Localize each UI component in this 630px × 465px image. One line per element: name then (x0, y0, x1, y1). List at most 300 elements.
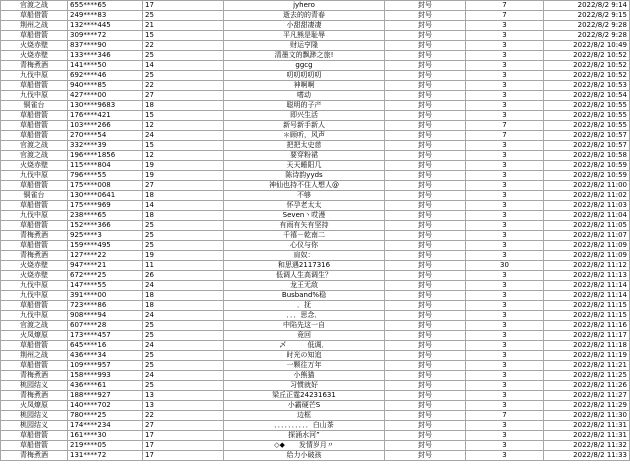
cell-account[interactable]: 132****445 (68, 21, 143, 31)
cell-account[interactable]: 130****0641 (68, 191, 143, 201)
cell-level[interactable]: 15 (143, 111, 224, 121)
cell-level[interactable]: 25 (143, 71, 224, 81)
cell-account[interactable]: 391****00 (68, 291, 143, 301)
cell-level[interactable]: 27 (143, 181, 224, 191)
cell-nickname[interactable]: 逝去的的青春 (224, 11, 385, 21)
cell-server[interactable]: 铜雀台 (1, 101, 68, 111)
cell-days[interactable]: 7 (466, 131, 544, 141)
cell-account[interactable]: 147****55 (68, 281, 143, 291)
cell-days[interactable]: 3 (466, 181, 544, 191)
cell-timestamp[interactable]: 2022/8/2 11:29 (544, 401, 630, 411)
cell-timestamp[interactable]: 2022/8/2 9:28 (544, 31, 630, 41)
table-row[interactable] (1, 291, 630, 301)
cell-server[interactable]: 草船借箭 (1, 81, 68, 91)
cell-account[interactable]: 127****22 (68, 251, 143, 261)
cell-server[interactable]: 火烧赤壁 (1, 41, 68, 51)
cell-action[interactable]: 封号 (385, 261, 466, 271)
cell-action[interactable]: 封号 (385, 281, 466, 291)
cell-level[interactable]: 25 (143, 241, 224, 251)
cell-account[interactable]: 655****65 (68, 1, 143, 11)
table-row[interactable] (1, 141, 630, 151)
cell-days[interactable]: 7 (466, 121, 544, 131)
cell-days[interactable]: 3 (466, 101, 544, 111)
cell-days[interactable]: 3 (466, 41, 544, 51)
cell-timestamp[interactable]: 2022/8/2 11:27 (544, 391, 630, 401)
table-row[interactable] (1, 281, 630, 291)
cell-account[interactable]: 925****3 (68, 231, 143, 241)
cell-server[interactable]: 官渡之战 (1, 1, 68, 11)
cell-action[interactable]: 封号 (385, 231, 466, 241)
cell-server[interactable]: 火凤燎原 (1, 331, 68, 341)
cell-action[interactable]: 封号 (385, 391, 466, 401)
cell-level[interactable]: 26 (143, 271, 224, 281)
cell-action[interactable]: 封号 (385, 131, 466, 141)
cell-account[interactable]: 188****927 (68, 391, 143, 401)
cell-server[interactable]: 青梅煮酒 (1, 391, 68, 401)
cell-account[interactable]: 645****16 (68, 341, 143, 351)
cell-days[interactable]: 3 (466, 391, 544, 401)
cell-action[interactable]: 封号 (385, 11, 466, 21)
cell-timestamp[interactable]: 2022/8/2 11:15 (544, 301, 630, 311)
cell-level[interactable]: 18 (143, 291, 224, 301)
cell-days[interactable]: 3 (466, 201, 544, 211)
table-row[interactable] (1, 161, 630, 171)
cell-action[interactable]: 封号 (385, 241, 466, 251)
cell-level[interactable]: 15 (143, 141, 224, 151)
cell-nickname[interactable]: 边框 (224, 411, 385, 421)
cell-server[interactable]: 草船借箭 (1, 241, 68, 251)
cell-server[interactable]: 草船借箭 (1, 361, 68, 371)
cell-level[interactable]: 18 (143, 101, 224, 111)
cell-action[interactable]: 封号 (385, 421, 466, 431)
cell-days[interactable]: 3 (466, 81, 544, 91)
cell-days[interactable]: 3 (466, 241, 544, 251)
cell-account[interactable]: 152****366 (68, 221, 143, 231)
cell-level[interactable]: 13 (143, 391, 224, 401)
table-row[interactable] (1, 311, 630, 321)
cell-nickname[interactable]: 乄 低调． (224, 341, 385, 351)
table-row[interactable] (1, 241, 630, 251)
cell-account[interactable]: 332****39 (68, 141, 143, 151)
cell-timestamp[interactable]: 2022/8/2 11:25 (544, 371, 630, 381)
cell-action[interactable]: 封号 (385, 431, 466, 441)
cell-account[interactable]: 940****85 (68, 81, 143, 91)
cell-days[interactable]: 3 (466, 151, 544, 161)
cell-server[interactable]: 官渡之战 (1, 321, 68, 331)
cell-account[interactable]: 723****86 (68, 301, 143, 311)
cell-timestamp[interactable]: 2022/8/2 10:52 (544, 71, 630, 81)
cell-action[interactable]: 封号 (385, 371, 466, 381)
cell-level[interactable]: 17 (143, 431, 224, 441)
table-row[interactable] (1, 411, 630, 421)
cell-timestamp[interactable]: 2022/8/2 11:09 (544, 241, 630, 251)
cell-timestamp[interactable]: 2022/8/2 10:59 (544, 161, 630, 171)
cell-action[interactable]: 封号 (385, 251, 466, 261)
table-row[interactable] (1, 321, 630, 331)
cell-account[interactable]: 238****65 (68, 211, 143, 221)
table-row[interactable] (1, 191, 630, 201)
cell-timestamp[interactable]: 2022/8/2 11:32 (544, 441, 630, 451)
cell-account[interactable]: 947****21 (68, 261, 143, 271)
table-row[interactable] (1, 101, 630, 111)
cell-action[interactable]: 封号 (385, 401, 466, 411)
cell-action[interactable]: 封号 (385, 81, 466, 91)
cell-account[interactable]: 141****50 (68, 61, 143, 71)
cell-level[interactable]: 19 (143, 251, 224, 261)
cell-nickname[interactable]: 一颗往万年 (224, 361, 385, 371)
cell-nickname[interactable]: 神啊啊 (224, 81, 385, 91)
cell-action[interactable]: 封号 (385, 161, 466, 171)
cell-server[interactable]: 官渡之战 (1, 151, 68, 161)
cell-days[interactable]: 3 (466, 191, 544, 201)
table-row[interactable] (1, 221, 630, 231)
cell-level[interactable]: 27 (143, 421, 224, 431)
cell-days[interactable]: 3 (466, 331, 544, 341)
cell-account[interactable]: 249****83 (68, 11, 143, 21)
cell-action[interactable]: 封号 (385, 301, 466, 311)
cell-nickname[interactable]: 低调人生高调生？ (224, 271, 385, 281)
cell-level[interactable]: 15 (143, 31, 224, 41)
table-row[interactable] (1, 91, 630, 101)
cell-timestamp[interactable]: 2022/8/2 11:04 (544, 211, 630, 221)
cell-server[interactable]: 官渡之战 (1, 141, 68, 151)
cell-action[interactable]: 封号 (385, 451, 466, 461)
cell-server[interactable]: 青梅煮酒 (1, 371, 68, 381)
table-row[interactable] (1, 111, 630, 121)
cell-nickname[interactable]: 天天睡阳几 (224, 161, 385, 171)
cell-days[interactable]: 3 (466, 401, 544, 411)
cell-level[interactable]: 22 (143, 81, 224, 91)
cell-level[interactable]: 25 (143, 381, 224, 391)
cell-action[interactable]: 封号 (385, 151, 466, 161)
cell-nickname[interactable]: 叨叨叨叨叨 (224, 71, 385, 81)
cell-level[interactable]: 25 (143, 231, 224, 241)
cell-server[interactable]: 荆州之战 (1, 351, 68, 361)
cell-nickname[interactable]: 即兴生活 (224, 111, 385, 121)
table-row[interactable] (1, 271, 630, 281)
cell-level[interactable]: 19 (143, 171, 224, 181)
cell-level[interactable]: 24 (143, 371, 224, 381)
cell-account[interactable]: 161****30 (68, 431, 143, 441)
cell-server[interactable]: 草船借箭 (1, 301, 68, 311)
cell-timestamp[interactable]: 2022/8/2 11:21 (544, 361, 630, 371)
cell-account[interactable]: 908****94 (68, 311, 143, 321)
cell-nickname[interactable]: 聪明的子产 (224, 101, 385, 111)
cell-nickname[interactable]: 竟回 (224, 331, 385, 341)
table-row[interactable] (1, 31, 630, 41)
cell-account[interactable]: 219****05 (68, 441, 143, 451)
cell-nickname[interactable]: 怀孕老太太 (224, 201, 385, 211)
cell-level[interactable]: 24 (143, 131, 224, 141)
table-row[interactable] (1, 41, 630, 51)
cell-nickname[interactable]: 不够 (224, 191, 385, 201)
cell-server[interactable]: 草船借箭 (1, 181, 68, 191)
cell-level[interactable]: 25 (143, 351, 224, 361)
cell-timestamp[interactable]: 2022/8/2 10:54 (544, 91, 630, 101)
cell-level[interactable]: 18 (143, 211, 224, 221)
cell-nickname[interactable]: 财运亨隆 (224, 41, 385, 51)
cell-days[interactable]: 3 (466, 351, 544, 361)
cell-timestamp[interactable]: 2022/8/2 9:15 (544, 11, 630, 21)
cell-days[interactable]: 3 (466, 61, 544, 71)
cell-server[interactable]: 草船借箭 (1, 201, 68, 211)
cell-nickname[interactable]: 肩奴： (224, 251, 385, 261)
cell-server[interactable]: 桃园结义 (1, 411, 68, 421)
cell-account[interactable]: 309****72 (68, 31, 143, 41)
cell-level[interactable]: 22 (143, 41, 224, 51)
cell-timestamp[interactable]: 2022/8/2 11:12 (544, 261, 630, 271)
cell-timestamp[interactable]: 2022/8/2 11:00 (544, 181, 630, 191)
cell-days[interactable]: 3 (466, 111, 544, 121)
cell-nickname[interactable]: 平凡熊是耻辱 (224, 31, 385, 41)
cell-nickname[interactable]: 时光の知追 (224, 351, 385, 361)
cell-account[interactable]: 130****9683 (68, 101, 143, 111)
table-row[interactable] (1, 391, 630, 401)
cell-server[interactable]: 草船借箭 (1, 121, 68, 131)
cell-server[interactable]: 草船借箭 (1, 341, 68, 351)
cell-level[interactable]: 24 (143, 311, 224, 321)
cell-action[interactable]: 封号 (385, 71, 466, 81)
cell-days[interactable]: 3 (466, 321, 544, 331)
cell-level[interactable]: 25 (143, 11, 224, 21)
cell-action[interactable]: 封号 (385, 271, 466, 281)
cell-action[interactable]: 封号 (385, 441, 466, 451)
cell-server[interactable]: 火凤燎原 (1, 401, 68, 411)
cell-timestamp[interactable]: 2022/8/2 11:30 (544, 411, 630, 421)
cell-server[interactable]: 九伐中原 (1, 281, 68, 291)
cell-action[interactable]: 封号 (385, 311, 466, 321)
cell-server[interactable]: 草船借箭 (1, 431, 68, 441)
cell-level[interactable]: 18 (143, 191, 224, 201)
cell-server[interactable]: 九伐中原 (1, 211, 68, 221)
cell-action[interactable]: 封号 (385, 101, 466, 111)
table-row[interactable] (1, 381, 630, 391)
cell-timestamp[interactable]: 2022/8/2 11:16 (544, 321, 630, 331)
table-row[interactable] (1, 451, 630, 461)
cell-server[interactable]: 火烧赤壁 (1, 271, 68, 281)
cell-account[interactable]: 131****72 (68, 451, 143, 461)
cell-days[interactable]: 3 (466, 291, 544, 301)
cell-account[interactable]: 436****34 (68, 351, 143, 361)
cell-server[interactable]: 火烧赤壁 (1, 261, 68, 271)
cell-level[interactable]: 17 (143, 1, 224, 11)
cell-level[interactable]: 25 (143, 51, 224, 61)
table-row[interactable] (1, 61, 630, 71)
cell-level[interactable]: 25 (143, 331, 224, 341)
cell-account[interactable]: 103****266 (68, 121, 143, 131)
cell-action[interactable]: 封号 (385, 141, 466, 151)
cell-timestamp[interactable]: 2022/8/2 11:09 (544, 251, 630, 261)
cell-action[interactable]: 封号 (385, 411, 466, 421)
cell-level[interactable]: 12 (143, 151, 224, 161)
cell-days[interactable]: 7 (466, 11, 544, 21)
cell-action[interactable]: 封号 (385, 361, 466, 371)
cell-days[interactable]: 3 (466, 51, 544, 61)
cell-level[interactable]: 12 (143, 121, 224, 131)
table-row[interactable] (1, 231, 630, 241)
table-row[interactable] (1, 361, 630, 371)
cell-account[interactable]: 159****495 (68, 241, 143, 251)
cell-account[interactable]: 270****54 (68, 131, 143, 141)
cell-account[interactable]: 133****346 (68, 51, 143, 61)
cell-level[interactable]: 14 (143, 61, 224, 71)
cell-nickname[interactable]: ．抚 (224, 301, 385, 311)
cell-server[interactable]: 草船借箭 (1, 131, 68, 141)
cell-days[interactable]: 3 (466, 311, 544, 321)
cell-days[interactable]: 3 (466, 171, 544, 181)
cell-timestamp[interactable]: 2022/8/2 11:14 (544, 291, 630, 301)
cell-nickname[interactable]: 陈诗韵yyds (224, 171, 385, 181)
cell-timestamp[interactable]: 2022/8/2 10:58 (544, 151, 630, 161)
cell-nickname[interactable]: ◇◆ 发情岁月〃 (224, 441, 385, 451)
cell-timestamp[interactable]: 2022/8/2 11:13 (544, 271, 630, 281)
cell-days[interactable]: 3 (466, 421, 544, 431)
cell-timestamp[interactable]: 2022/8/2 10:55 (544, 111, 630, 121)
cell-days[interactable]: 3 (466, 281, 544, 291)
cell-days[interactable]: 3 (466, 141, 544, 151)
cell-days[interactable]: 3 (466, 251, 544, 261)
cell-action[interactable]: 封号 (385, 381, 466, 391)
cell-server[interactable]: 火烧赤壁 (1, 51, 68, 61)
cell-server[interactable]: 草船借箭 (1, 441, 68, 451)
cell-account[interactable]: 173****457 (68, 331, 143, 341)
cell-timestamp[interactable]: 2022/8/2 9:14 (544, 1, 630, 11)
cell-account[interactable]: 175****008 (68, 181, 143, 191)
cell-account[interactable]: 175****969 (68, 201, 143, 211)
cell-account[interactable]: 176****421 (68, 111, 143, 121)
cell-level[interactable]: 24 (143, 341, 224, 351)
cell-action[interactable]: 封号 (385, 171, 466, 181)
cell-timestamp[interactable]: 2022/8/2 10:55 (544, 121, 630, 131)
table-row[interactable] (1, 71, 630, 81)
cell-days[interactable]: 7 (466, 411, 544, 421)
cell-days[interactable]: 3 (466, 271, 544, 281)
cell-nickname[interactable]: ＊顾听，风声 (224, 131, 385, 141)
cell-action[interactable]: 封号 (385, 21, 466, 31)
cell-action[interactable]: 封号 (385, 351, 466, 361)
table-row[interactable] (1, 11, 630, 21)
cell-level[interactable]: 18 (143, 301, 224, 311)
table-row[interactable] (1, 331, 630, 341)
cell-server[interactable]: 青梅煮酒 (1, 231, 68, 241)
cell-timestamp[interactable]: 2022/8/2 11:19 (544, 351, 630, 361)
cell-account[interactable]: 837****90 (68, 41, 143, 51)
cell-timestamp[interactable]: 2022/8/2 10:57 (544, 131, 630, 141)
cell-timestamp[interactable]: 2022/8/2 10:49 (544, 41, 630, 51)
cell-days[interactable]: 3 (466, 161, 544, 171)
cell-timestamp[interactable]: 2022/8/2 10:55 (544, 101, 630, 111)
cell-timestamp[interactable]: 2022/8/2 11:07 (544, 231, 630, 241)
cell-server[interactable]: 青梅煮酒 (1, 451, 68, 461)
cell-timestamp[interactable]: 2022/8/2 11:14 (544, 281, 630, 291)
cell-days[interactable]: 3 (466, 211, 544, 221)
cell-nickname[interactable]: 小甜甜凄凄 (224, 21, 385, 31)
cell-nickname[interactable]: 有雨有矢有坚持 (224, 221, 385, 231)
cell-account[interactable]: 174****234 (68, 421, 143, 431)
table-row[interactable] (1, 1, 630, 11)
cell-server[interactable]: 草船借箭 (1, 111, 68, 121)
cell-nickname[interactable]: 要穿粉裙 (224, 151, 385, 161)
cell-nickname[interactable]: 神仙也持不住人想人@ (224, 181, 385, 191)
cell-timestamp[interactable]: 2022/8/2 10:52 (544, 61, 630, 71)
cell-days[interactable]: 3 (466, 31, 544, 41)
table-row[interactable] (1, 51, 630, 61)
cell-level[interactable]: 13 (143, 401, 224, 411)
cell-server[interactable]: 桃园结义 (1, 421, 68, 431)
cell-server[interactable]: 草船借箭 (1, 11, 68, 21)
cell-timestamp[interactable]: 2022/8/2 11:15 (544, 311, 630, 321)
cell-server[interactable]: 草船借箭 (1, 31, 68, 41)
cell-action[interactable]: 封号 (385, 51, 466, 61)
cell-level[interactable]: 21 (143, 21, 224, 31)
cell-days[interactable]: 3 (466, 441, 544, 451)
cell-server[interactable]: 九伐中原 (1, 171, 68, 181)
cell-account[interactable]: 607****28 (68, 321, 143, 331)
cell-account[interactable]: 672****25 (68, 271, 143, 281)
cell-action[interactable]: 封号 (385, 181, 466, 191)
cell-level[interactable]: 25 (143, 221, 224, 231)
cell-account[interactable]: 436****61 (68, 381, 143, 391)
table-row[interactable] (1, 21, 630, 31)
table-row[interactable] (1, 121, 630, 131)
table-row[interactable] (1, 131, 630, 141)
cell-server[interactable]: 火烧赤壁 (1, 161, 68, 171)
cell-server[interactable]: 九伐中原 (1, 311, 68, 321)
cell-account[interactable]: 692****46 (68, 71, 143, 81)
cell-account[interactable]: 158****993 (68, 371, 143, 381)
cell-level[interactable]: 17 (143, 441, 224, 451)
cell-nickname[interactable]: 中陷先这一自 (224, 321, 385, 331)
cell-server[interactable]: 铜雀台 (1, 191, 68, 201)
cell-nickname[interactable]: 给力小破孩 (224, 451, 385, 461)
cell-level[interactable]: 25 (143, 321, 224, 331)
cell-nickname[interactable]: 小霸硬芒S (224, 401, 385, 411)
table-row[interactable] (1, 351, 630, 361)
cell-action[interactable]: 封号 (385, 321, 466, 331)
table-row[interactable] (1, 421, 630, 431)
table-row[interactable] (1, 181, 630, 191)
cell-timestamp[interactable]: 2022/8/2 10:52 (544, 51, 630, 61)
cell-days[interactable]: 7 (466, 1, 544, 11)
cell-level[interactable]: 24 (143, 281, 224, 291)
cell-timestamp[interactable]: 2022/8/2 11:05 (544, 221, 630, 231)
table-row[interactable] (1, 341, 630, 351)
cell-days[interactable]: 3 (466, 341, 544, 351)
cell-action[interactable]: 封号 (385, 111, 466, 121)
cell-server[interactable]: 青梅煮酒 (1, 61, 68, 71)
table-row[interactable] (1, 401, 630, 411)
cell-action[interactable]: 封号 (385, 221, 466, 231)
cell-nickname[interactable]: 小熊猫 (224, 371, 385, 381)
cell-level[interactable]: 11 (143, 261, 224, 271)
cell-action[interactable]: 封号 (385, 341, 466, 351)
cell-days[interactable]: 3 (466, 431, 544, 441)
cell-days[interactable]: 30 (466, 261, 544, 271)
cell-nickname[interactable]: jyhero (224, 1, 385, 11)
cell-nickname[interactable]: 探涌水河” (224, 431, 385, 441)
cell-action[interactable]: 封号 (385, 201, 466, 211)
table-row[interactable] (1, 301, 630, 311)
cell-days[interactable]: 3 (466, 371, 544, 381)
cell-timestamp[interactable]: 2022/8/2 11:31 (544, 431, 630, 441)
cell-nickname[interactable]: 把把太史慈 (224, 141, 385, 151)
cell-action[interactable]: 封号 (385, 41, 466, 51)
cell-nickname[interactable]: ．．．．．．．．．．白山茶 (224, 421, 385, 431)
cell-days[interactable]: 3 (466, 301, 544, 311)
cell-server[interactable]: 荆州之战 (1, 21, 68, 31)
cell-server[interactable]: 青梅煮酒 (1, 251, 68, 261)
table-row[interactable] (1, 81, 630, 91)
